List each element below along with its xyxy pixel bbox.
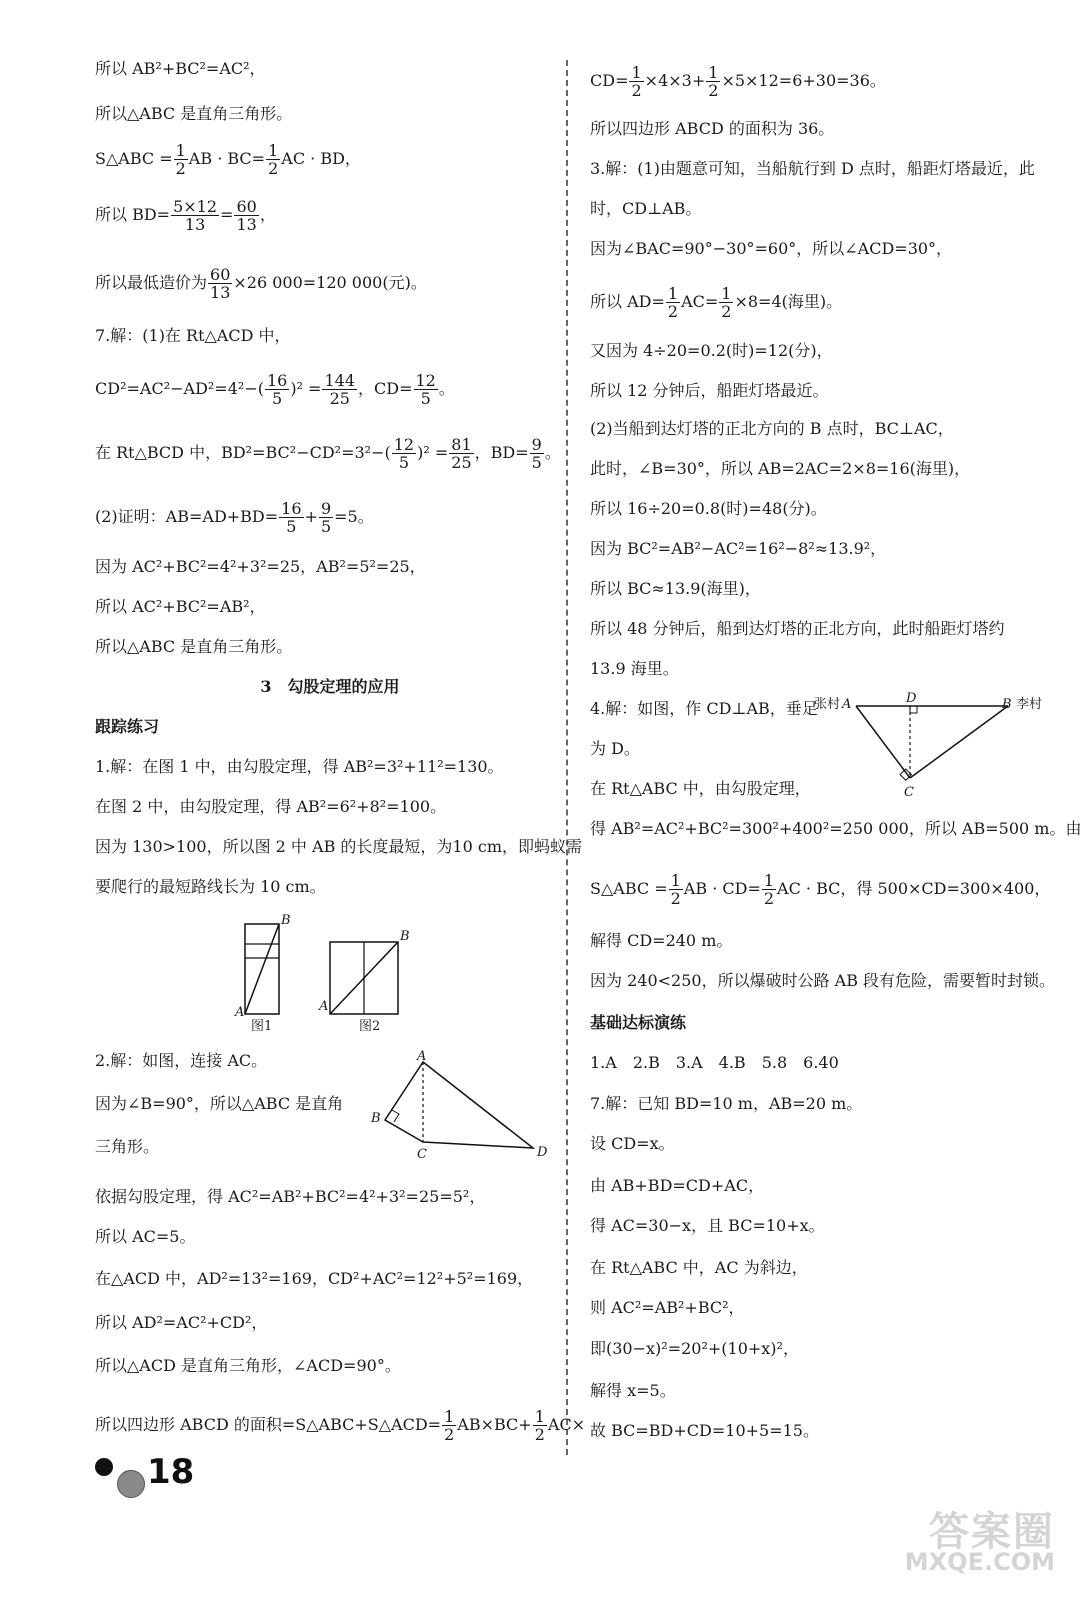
text-line: 13.9 海里。 (590, 659, 679, 678)
formula-line: CD²=AC²−AD²=4²−( $\frac{16}{5}$ )² = $\frac{144}{25}$ ，CD= $\frac{12}{5}$ 。 (95, 371, 455, 408)
formula-line: 所以四边形 ABCD 的面积=S△ABC+S△ACD= $\frac{1}{2}$ AB×BC+ $\frac{1}{2}$ AC× (95, 1407, 586, 1444)
text-line: 由 AB+BD=CD+AC， (590, 1176, 765, 1195)
text-line: 所以 BC≈13.9(海里)， (590, 579, 761, 598)
formula-line: CD= $\frac{1}{2}$ ×4×3+ $\frac{1}{2}$ ×5×12=6+30=36。 (590, 63, 886, 100)
formula-line: 所以最低造价为 $\frac{60}{13}$ ×26 000=120 000(元)。 (95, 265, 427, 302)
text-line: 因为 130>100，所以图 2 中 AB 的长度最短，为10 cm，即蚂蚁需 (95, 837, 582, 856)
text-line: 此时，∠B=30°，所以 AB=2AC=2×8=16(海里)， (590, 459, 971, 478)
svg-text:D: D (906, 692, 917, 706)
text-line: 得 AB²=AC²+BC²=300²+400²=250 000，所以 AB=500 m。由 (590, 819, 1082, 838)
formula-line: S△ABC = $\frac{1}{2}$ AB · CD= $\frac{1}{2}$ AC · BC，得 500×CD=300×400， (590, 871, 1051, 908)
svg-text:B: B (371, 1111, 381, 1126)
subsection-title: 基础达标演练 (590, 1013, 687, 1032)
text-line: 所以△ABC 是直角三角形。 (95, 104, 293, 123)
text-line: 4.解：如图，作 CD⊥AB，垂足 (590, 699, 818, 718)
svg-text:C: C (904, 785, 914, 800)
text-line: 即(30−x)²=20²+(10+x)²， (590, 1339, 799, 1358)
formula-line: 在 Rt△BCD 中，BD²=BC²−CD²=3²−( $\frac{12}{5}$ )² = $\frac{81}{25}$ ，BD= $\frac{9}{5}$ 。 (95, 435, 561, 472)
text-line: 解得 CD=240 m。 (590, 931, 733, 950)
text-line: 在 Rt△ABC 中，AC 为斜边， (590, 1258, 808, 1277)
text-line: 1.A 2.B 3.A 4.B 5.8 6.40 (590, 1053, 839, 1072)
svg-text:A: A (235, 1005, 245, 1020)
text-line: 故 BC=BD+CD=10+5=15。 (590, 1421, 819, 1440)
formula-line: S△ABC = $\frac{1}{2}$ AB · BC= $\frac{1}{2}$ AC · BD， (95, 141, 361, 178)
svg-text:A: A (842, 697, 852, 712)
svg-text:B: B (281, 913, 291, 928)
svg-text:图2: 图2 (359, 1019, 381, 1034)
figure-1 (234, 913, 291, 1034)
figure-1-2 (225, 912, 415, 1040)
watermark-en: MXQE.COM (904, 1548, 1055, 1576)
text-line: 在 Rt△ABC 中，由勾股定理， (590, 779, 811, 798)
text-line: 所以 12 分钟后，船距灯塔最近。 (590, 381, 829, 400)
text-line: (2)当船到达灯塔的正北方向的 B 点时，BC⊥AC， (590, 419, 954, 438)
text-line: 所以 48 分钟后，船到达灯塔的正北方向，此时船距灯塔约 (590, 619, 1005, 638)
text-line: 所以四边形 ABCD 的面积为 36。 (590, 119, 835, 138)
formula-line: 所以 AD= $\frac{1}{2}$ AC= $\frac{1}{2}$ ×8=4(海里)。 (590, 284, 843, 321)
svg-text:张村: 张村 (814, 697, 841, 712)
decorative-circle-icon (117, 1470, 145, 1498)
text-line: 因为 240<250，所以爆破时公路 AB 段有危险，需要暂时封锁。 (590, 971, 1056, 990)
text-line: 因为 AC²+BC²=4²+3²=25，AB²=5²=25， (95, 557, 426, 576)
svg-text:李村: 李村 (1016, 697, 1043, 712)
text-line: 因为 BC²=AB²−AC²=16²−8²≈13.9²， (590, 539, 887, 558)
watermark-cn: 答案圈 (929, 1509, 1055, 1555)
figure-villages (812, 692, 1062, 804)
figure-quadrilateral (365, 1048, 555, 1164)
text-line: 7.解：(1)在 Rt△ACD 中， (95, 326, 291, 345)
subsection-title: 跟踪练习 (95, 717, 160, 736)
text-line: 2.解：如图，连接 AC。 (95, 1051, 268, 1070)
svg-text:图1: 图1 (251, 1019, 273, 1034)
svg-text:B: B (400, 929, 410, 944)
text-line: 7.解：已知 BD=10 m，AB=20 m。 (590, 1094, 863, 1113)
text-line: 在图 2 中，由勾股定理，得 AB²=6²+8²=100。 (95, 797, 447, 816)
text-line: 3.解：(1)由题意可知，当船航行到 D 点时，船距灯塔最近，此 (590, 159, 1035, 178)
text-line: 1.解：在图 1 中，由勾股定理，得 AB²=3²+11²=130。 (95, 757, 504, 776)
text-line: 所以 16÷20=0.8(时)=48(分)。 (590, 499, 827, 518)
text-line: 又因为 4÷20=0.2(时)=12(分)， (590, 341, 833, 360)
text-line: 所以 AB²+BC²=AC²， (95, 59, 266, 78)
text-line: 所以 AD²=AC²+CD²， (95, 1313, 268, 1332)
svg-text:B: B (1002, 697, 1012, 712)
watermark-logo (885, 1500, 1065, 1580)
svg-text:C: C (417, 1147, 427, 1162)
svg-text:A: A (319, 999, 329, 1014)
text-line: 因为∠B=90°，所以△ABC 是直角 (95, 1094, 344, 1113)
text-line: 所以 AC=5。 (95, 1227, 196, 1246)
text-line: 则 AC²=AB²+BC²， (590, 1298, 745, 1317)
formula-line: (2)证明：AB=AD+BD= $\frac{16}{5}$ + $\frac{9}{5}$ =5。 (95, 499, 374, 536)
text-line: 时，CD⊥AB。 (590, 199, 702, 218)
column-divider (566, 60, 568, 1455)
text-line: 设 CD=x。 (590, 1134, 675, 1153)
section-title: 3 勾股定理的应用 (260, 677, 400, 696)
formula-line: 所以 BD= $\frac{5\times 12}{13}$ = $\frac{60}{13}$ ， (95, 197, 276, 234)
text-line: 要爬行的最短路线长为 10 cm。 (95, 877, 326, 896)
text-line: 得 AC=30−x，且 BC=10+x。 (590, 1216, 825, 1235)
page-number: 18 (147, 1452, 195, 1492)
decorative-dot-icon (95, 1458, 113, 1476)
text-line: 依据勾股定理，得 AC²=AB²+BC²=4²+3²=25=5²， (95, 1187, 486, 1206)
text-line: 三角形。 (95, 1137, 160, 1156)
figure-2 (318, 929, 410, 1034)
text-line: 所以△ACD 是直角三角形，∠ACD=90°。 (95, 1356, 401, 1375)
text-line: 所以△ABC 是直角三角形。 (95, 637, 293, 656)
text-line: 解得 x=5。 (590, 1381, 676, 1400)
text-line: 因为∠BAC=90°−30°=60°，所以∠ACD=30°， (590, 239, 953, 258)
text-line: 为 D。 (590, 739, 640, 758)
text-line: 在△ACD 中，AD²=13²=169，CD²+AC²=12²+5²=169， (95, 1269, 534, 1288)
svg-text:D: D (537, 1145, 548, 1160)
text-line: 所以 AC²+BC²=AB²， (95, 597, 266, 616)
svg-text:A: A (417, 1049, 427, 1064)
